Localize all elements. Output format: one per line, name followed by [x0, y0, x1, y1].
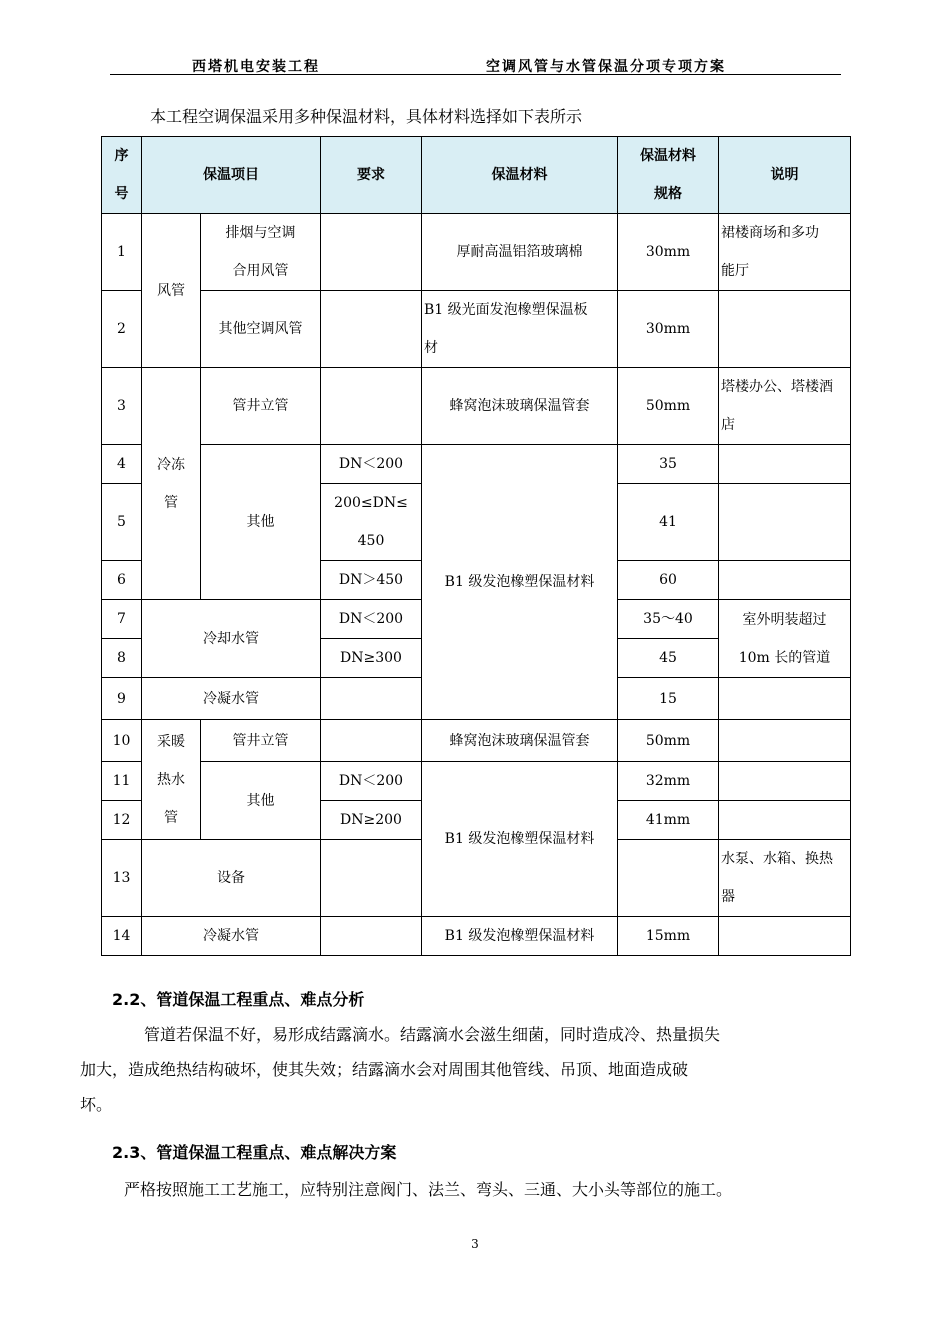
row-material: B1 级发泡橡塑保温材料	[422, 917, 618, 956]
row-spec: 32mm	[618, 762, 719, 801]
header-left: 西塔机电安装工程	[192, 59, 320, 75]
row-note	[719, 917, 851, 956]
row-req: 200≤DN≤ 450	[321, 484, 422, 561]
row-req	[321, 291, 422, 368]
header-requirement: 要求	[321, 137, 422, 214]
header-material: 保温材料	[422, 137, 618, 214]
row-no: 7	[102, 600, 142, 639]
row-note	[719, 801, 851, 840]
row-note	[719, 484, 851, 561]
row-spec: 41mm	[618, 801, 719, 840]
row-no: 4	[102, 445, 142, 484]
section-2-2-title: 2.2、管道保温工程重点、难点分析	[112, 990, 365, 1009]
table-row	[102, 445, 851, 484]
row-note: 裙楼商场和多功 能厅	[719, 214, 851, 291]
row-note: 塔楼办公、塔楼酒 店	[719, 368, 851, 445]
row-note	[719, 561, 851, 600]
row-note	[719, 762, 851, 801]
row-no: 14	[102, 917, 142, 956]
row-no: 5	[102, 484, 142, 561]
row-req: DN≥200	[321, 801, 422, 840]
row-spec: 50mm	[618, 720, 719, 762]
row-spec: 41	[618, 484, 719, 561]
table-row	[102, 917, 851, 956]
row-req	[321, 678, 422, 720]
row-material: 蜂窝泡沫玻璃保温管套	[422, 368, 618, 445]
table-row	[102, 214, 851, 291]
table-row	[102, 368, 851, 445]
row-note	[719, 291, 851, 368]
row-req	[321, 368, 422, 445]
row-spec: 45	[618, 639, 719, 678]
row-material: 厚耐高温铝箔玻璃棉	[422, 214, 618, 291]
header-right: 空调风管与水管保温分项专项方案	[486, 59, 726, 75]
row-no: 11	[102, 762, 142, 801]
row-no: 1	[102, 214, 142, 291]
row-material: 蜂窝泡沫玻璃保温管套	[422, 720, 618, 762]
row-spec: 30mm	[618, 291, 719, 368]
section-2-3-title: 2.3、管道保温工程重点、难点解决方案	[112, 1143, 397, 1162]
section-2-2-paragraph: 管道若保温不好，易形成结露滴水。结露滴水会滋生细菌，同时造成冷、热量损失 加大，造成绝热结构破坏，使其失效；结露滴水会对周围其他管线、吊顶、地面造成破 坏。	[80, 1025, 721, 1114]
row-spec: 35～40	[618, 600, 719, 639]
group-condensate-2: 冷凝水管	[142, 917, 321, 956]
row-spec: 35	[618, 445, 719, 484]
header-rule	[110, 74, 841, 75]
row-no: 9	[102, 678, 142, 720]
row-req: DN＜200	[321, 762, 422, 801]
header-note: 说明	[719, 137, 851, 214]
row-item: 管井立管	[201, 368, 321, 445]
row-material: B1 级光面发泡橡塑保温板 材	[422, 291, 618, 368]
row-no: 6	[102, 561, 142, 600]
row-material: B1 级发泡橡塑保温材料	[422, 445, 618, 720]
row-spec: 30mm	[618, 214, 719, 291]
row-no: 12	[102, 801, 142, 840]
row-req: DN＜200	[321, 445, 422, 484]
row-req: DN≥300	[321, 639, 422, 678]
row-item: 其他	[201, 762, 321, 840]
row-spec	[618, 840, 719, 917]
table-header-row	[102, 137, 851, 214]
intro-text: 本工程空调保温采用多种保温材料，具体材料选择如下表所示	[150, 107, 583, 126]
row-no: 13	[102, 840, 142, 917]
row-spec: 50mm	[618, 368, 719, 445]
table-row	[102, 762, 851, 801]
row-note: 水泵、水箱、换热 器	[719, 840, 851, 917]
row-req: DN＞450	[321, 561, 422, 600]
row-req: DN＜200	[321, 600, 422, 639]
group-duct: 风管	[142, 214, 201, 368]
row-note: 室外明装超过 10m 长的管道	[719, 600, 851, 678]
row-no: 2	[102, 291, 142, 368]
row-item: 其他	[201, 445, 321, 600]
row-material: B1 级发泡橡塑保温材料	[422, 762, 618, 917]
header-item: 保温项目	[142, 137, 321, 214]
group-chilled: 冷冻 管	[142, 368, 201, 600]
row-spec: 15mm	[618, 917, 719, 956]
insulation-material-table	[101, 136, 851, 956]
row-req	[321, 840, 422, 917]
group-heating-water: 采暖 热水 管	[142, 720, 201, 840]
section-2-3-paragraph: 严格按照施工工艺施工，应特别注意阀门、法兰、弯头、三通、大小头等部位的施工。	[124, 1180, 733, 1199]
row-req	[321, 917, 422, 956]
row-item: 管井立管	[201, 720, 321, 762]
row-note	[719, 678, 851, 720]
table-row	[102, 720, 851, 762]
header-no: 序 号	[102, 137, 142, 214]
row-req	[321, 214, 422, 291]
row-no: 10	[102, 720, 142, 762]
row-note	[719, 720, 851, 762]
group-equipment: 设备	[142, 840, 321, 917]
row-req	[321, 720, 422, 762]
row-note	[719, 445, 851, 484]
table-row	[102, 291, 851, 368]
page-number: 3	[471, 1237, 479, 1251]
group-cooling-water: 冷却水管	[142, 600, 321, 678]
row-spec: 15	[618, 678, 719, 720]
row-no: 8	[102, 639, 142, 678]
row-item: 排烟与空调 合用风管	[201, 214, 321, 291]
row-no: 3	[102, 368, 142, 445]
header-spec: 保温材料 规格	[618, 137, 719, 214]
row-spec: 60	[618, 561, 719, 600]
group-condensate: 冷凝水管	[142, 678, 321, 720]
row-item: 其他空调风管	[201, 291, 321, 368]
